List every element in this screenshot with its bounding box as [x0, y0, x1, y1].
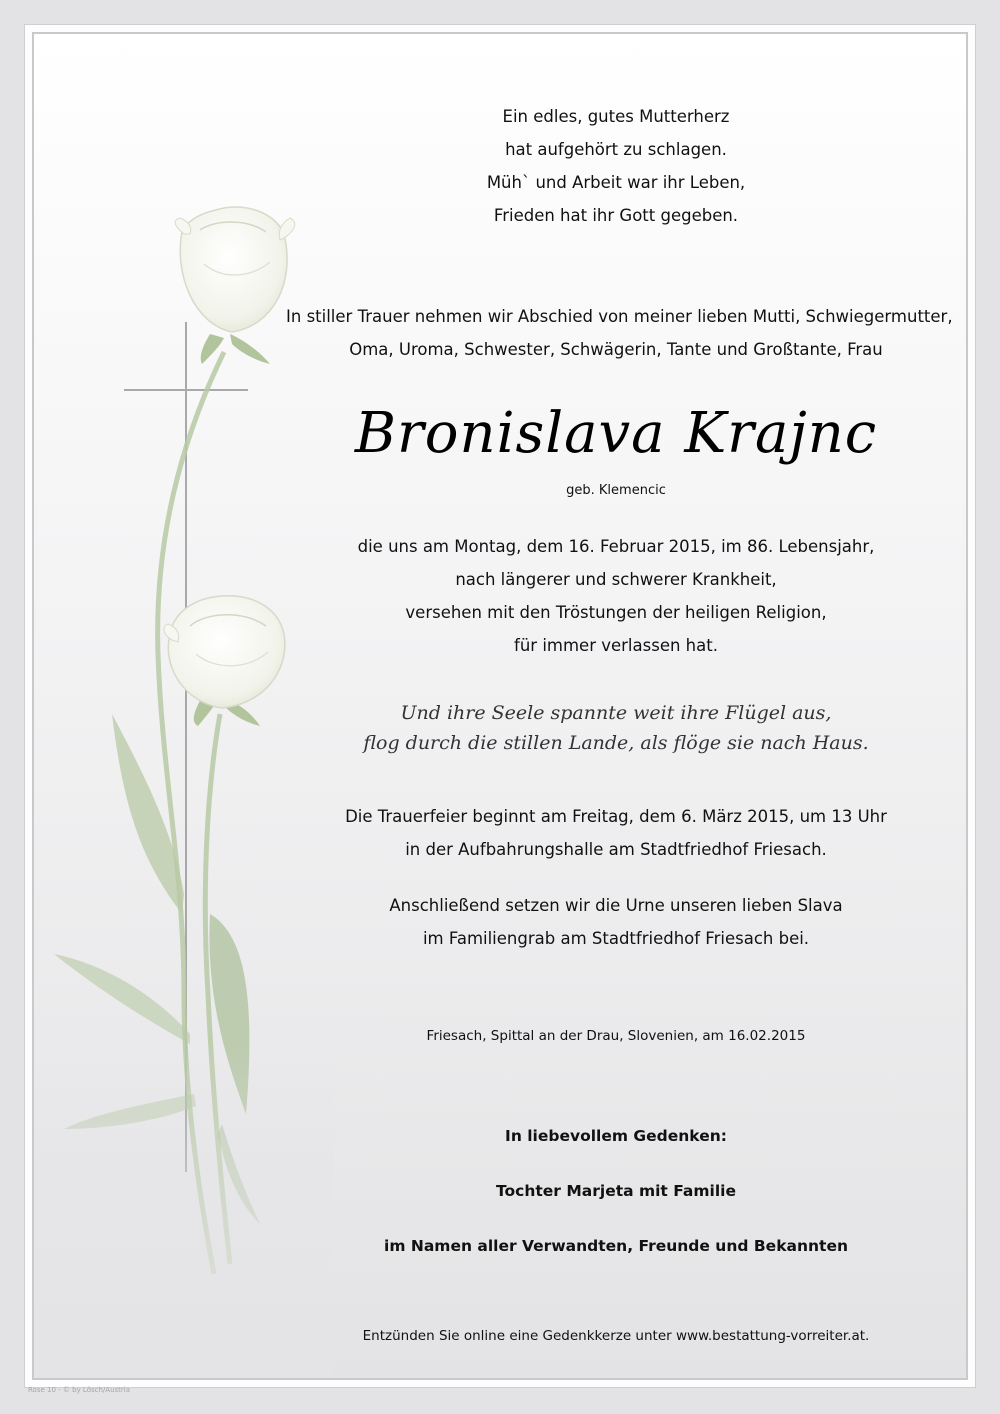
- death-notice-line: die uns am Montag, dem 16. Februar 2015, im 86. Lebensjahr,: [357, 537, 875, 556]
- place-date-block: [286, 1024, 946, 1048]
- funeral-line: Die Trauerfeier beginnt am Freitag, dem 6. März 2015, um 13 Uhr: [345, 807, 887, 826]
- deceased-name: Bronislava Krajnc: [354, 401, 878, 466]
- death-notice-line: versehen mit den Tröstungen der heiligen Religion,: [405, 603, 827, 622]
- verse-line: flog durch die stillen Lande, als flöge sie nach Haus.: [363, 732, 869, 754]
- memorial-verse: [286, 698, 946, 758]
- urn-line: im Familiengrab am Stadtfriedhof Friesach bei.: [422, 929, 810, 948]
- funeral-details: [286, 800, 946, 866]
- online-candle-note: [286, 1324, 946, 1348]
- death-notice-line: für immer verlassen hat.: [514, 636, 718, 655]
- urn-line: Anschließend setzen wir die Urne unseren lieben Slava: [389, 896, 843, 915]
- memory-relatives: im Namen aller Verwandten, Freunde und Bekannten: [384, 1237, 848, 1255]
- farewell-intro: [286, 300, 953, 366]
- memory-heading: In liebevollem Gedenken:: [505, 1127, 727, 1145]
- poem-line: hat aufgehört zu schlagen.: [505, 140, 727, 159]
- memory-family: Tochter Marjeta mit Familie: [496, 1182, 736, 1200]
- obituary-card: [32, 32, 968, 1380]
- intro-line: Oma, Uroma, Schwester, Schwägerin, Tante und Großtante, Frau: [349, 340, 883, 359]
- poem-line: Ein edles, gutes Mutterherz: [502, 107, 730, 126]
- poem-line: Frieden hat ihr Gott gegeben.: [493, 206, 739, 225]
- maiden-name-block: [286, 480, 946, 502]
- death-notice-line: nach längerer und schwerer Krankheit,: [455, 570, 777, 589]
- maiden-name: geb. Klemencic: [566, 483, 666, 498]
- urn-details: [286, 889, 946, 955]
- opening-poem: [286, 100, 946, 232]
- memorial-signature: [286, 1122, 946, 1260]
- image-credit: Rose 10 - © by Lösch/Austria: [28, 1386, 131, 1394]
- verse-line: Und ihre Seele spannte weit ihre Flügel aus,: [400, 702, 832, 724]
- poem-line: Müh` und Arbeit war ihr Leben,: [486, 173, 746, 192]
- place-date: Friesach, Spittal an der Drau, Slovenien, am 16.02.2015: [426, 1028, 806, 1044]
- death-notice: [286, 530, 946, 662]
- online-note: Entzünden Sie online eine Gedenkkerze unter www.bestattung-vorreiter.at.: [362, 1328, 870, 1344]
- intro-line: In stiller Trauer nehmen wir Abschied von meiner lieben Mutti, Schwiegermutter,: [286, 307, 953, 326]
- funeral-line: in der Aufbahrungshalle am Stadtfriedhof Friesach.: [405, 840, 827, 859]
